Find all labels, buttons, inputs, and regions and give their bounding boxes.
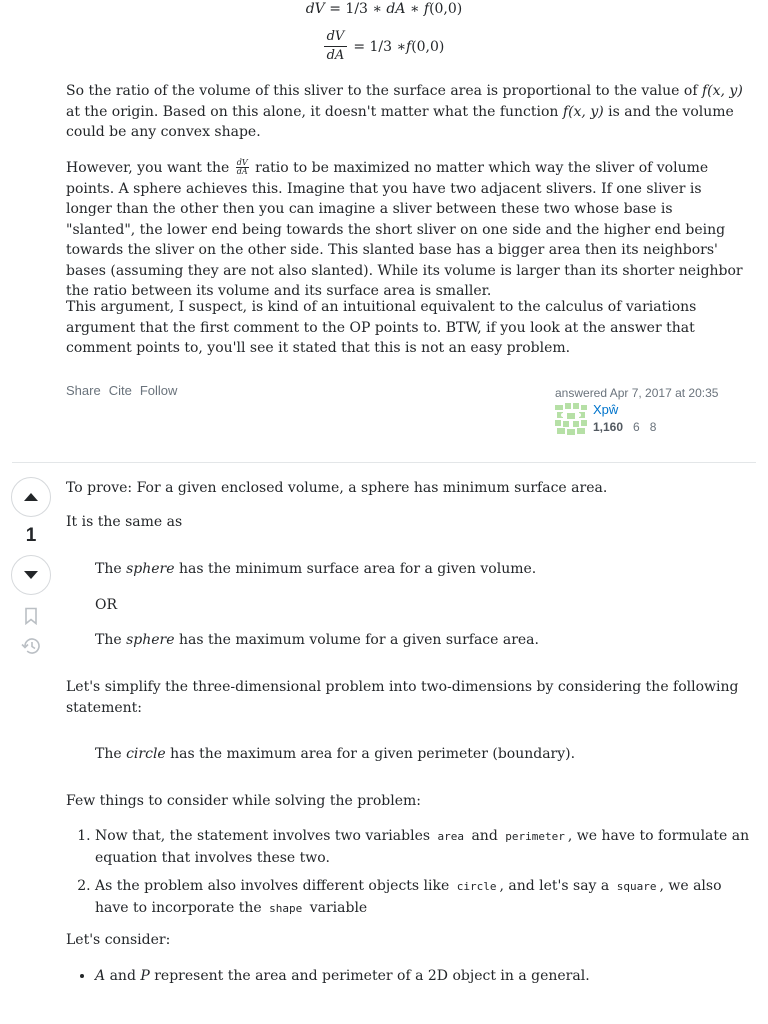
eq-frac-den: dA	[326, 48, 345, 63]
var-p: P	[140, 968, 150, 984]
answered-time: answered Apr 7, 2017 at 20:35	[555, 386, 719, 400]
follow-link[interactable]: Follow	[139, 383, 178, 398]
equation-dv	[0, 0, 768, 18]
answer2-paragraph-3: Let's simplify the three-dimensional problem into two-dimensions by considering the following statement:	[66, 679, 739, 716]
vote-column	[11, 477, 51, 659]
p2-text-a: However, you want the	[66, 160, 234, 176]
bullet-rest: represent the area and perimeter of a 2D object in a general.	[149, 968, 590, 984]
p2-frac-num: dV	[236, 157, 248, 167]
answer1-paragraph-3: This argument, I suspect, is kind of an intuitional equivalent to the calculus of variations argument that the first comment to the OP points to. BTW, if you look at the answer that comment points to, you'll see it stated that this is not an easy problem.	[66, 299, 697, 356]
equation-ratio	[0, 30, 768, 63]
list-item	[95, 966, 755, 987]
p2-text-b: ratio to be maximized no matter which way the sliver of volume points. A sphere achieves this. Imagine that you have two adjacent slivers. If one sliver is longer than the other then you can imagine a sliver between these two whose base is "slanted", the lower end being towards the short sliver on one side and the higher end being towards the sliver on the other side. This slanted base has a bigger area then its neighbors' bases (assuming they are not also slanted). While its volume is larger than its shorter neighbor the ratio between its volume and its surface area is smaller.	[66, 160, 743, 299]
q1-b: has the minimum surface area for a given volume.	[174, 561, 537, 577]
list-item	[95, 826, 755, 868]
avatar[interactable]	[555, 403, 587, 435]
user-stats	[593, 420, 656, 434]
q3-a: The	[95, 746, 127, 762]
answer2-paragraph-1: To prove: For a given enclosed volume, a sphere has minimum surface area.	[66, 480, 608, 496]
bullet-and: and	[105, 968, 141, 984]
cite-link[interactable]: Cite	[108, 383, 132, 398]
li2-c: , we also have to incorporate the	[95, 878, 722, 916]
q2-em: sphere	[126, 632, 175, 648]
post-menu	[66, 383, 177, 398]
q2-b: has the maximum volume for a given surface area.	[174, 632, 539, 648]
timeline-button[interactable]	[21, 637, 41, 659]
answer2-paragraph-2: It is the same as	[66, 514, 183, 530]
downvote-icon	[22, 566, 40, 584]
q2-a: The	[95, 632, 127, 648]
p1-fxy: f(x, y)	[701, 83, 743, 99]
answer1-paragraph-2	[66, 158, 746, 302]
definitions-list	[66, 966, 755, 987]
li2-code-shape: shape	[269, 901, 303, 915]
upvote-button[interactable]	[11, 477, 51, 517]
eq-mid: = 1/3 ∗	[324, 1, 387, 17]
eq-dv: dV	[305, 1, 325, 17]
p2-frac-den: dA	[236, 166, 248, 176]
answer-divider	[12, 462, 756, 463]
vote-count: 1	[25, 525, 37, 546]
quote-line-3	[95, 744, 745, 765]
answer2-paragraph-4: Few things to consider while solving the problem:	[66, 793, 422, 809]
li2-b: , and let's say a	[499, 878, 614, 894]
answer1-paragraph-1	[66, 81, 746, 143]
quote-line-1	[95, 559, 745, 580]
eq-fraction	[324, 30, 348, 63]
li2-d: variable	[305, 899, 368, 916]
p1-fxy-2: f(x, y)	[562, 103, 604, 120]
p1-text-a: So the ratio of the volume of this sliver to the surface area is proportional to the value of	[66, 83, 702, 99]
considerations-list	[66, 826, 755, 927]
list-item	[95, 876, 755, 919]
q1-em: sphere	[126, 561, 175, 577]
li1-b: and	[467, 828, 503, 844]
eq-frac-num: dV	[324, 30, 348, 47]
reputation-score: 1,160	[593, 420, 624, 434]
upvote-icon	[22, 488, 40, 506]
li1-a: Now that, the statement involves two variables	[95, 828, 435, 844]
q3-em: circle	[126, 746, 166, 762]
var-a: A	[95, 968, 106, 984]
user-name-link[interactable]: Xpŵ	[593, 402, 619, 417]
li2-code-circle: circle	[456, 880, 497, 893]
eq-da: dA	[386, 1, 406, 17]
share-link[interactable]: Share	[66, 383, 101, 398]
downvote-button[interactable]	[11, 555, 51, 595]
p1-text-c: is and the volume could be any convex shape.	[66, 103, 734, 140]
quote-or: OR	[95, 597, 118, 613]
eq-star: ∗	[405, 1, 424, 17]
answer2-paragraph-5: Let's consider:	[66, 932, 171, 948]
q1-a: The	[95, 561, 127, 577]
user-card	[555, 386, 755, 435]
history-icon	[21, 637, 41, 655]
li2-a: As the problem also involves different objects like	[95, 878, 454, 894]
p2-inline-fraction	[236, 159, 249, 176]
eq2-args: (0,0)	[411, 38, 445, 55]
li1-code-perimeter: perimeter	[505, 830, 565, 843]
p1-text-b: at the origin. Based on this alone, it doesn't matter what the function	[66, 103, 563, 120]
li1-c: , we have to formulate an equation that involves these two.	[95, 828, 750, 866]
bookmark-button[interactable]	[23, 607, 39, 629]
eq2-rhs: = 1/3 ∗	[353, 38, 406, 55]
li2-code-square: square	[616, 880, 657, 893]
eq-args: (0,0)	[429, 1, 463, 17]
silver-badge-count: 6	[633, 420, 640, 434]
quote-line-2	[95, 630, 745, 651]
bookmark-icon	[23, 607, 39, 625]
li1-code-area: area	[437, 830, 464, 843]
eq2-f: f	[406, 38, 412, 55]
q3-b: has the maximum area for a given perimeter (boundary).	[165, 746, 576, 762]
eq-f: f	[423, 1, 430, 17]
bronze-badge-count: 8	[649, 420, 657, 434]
